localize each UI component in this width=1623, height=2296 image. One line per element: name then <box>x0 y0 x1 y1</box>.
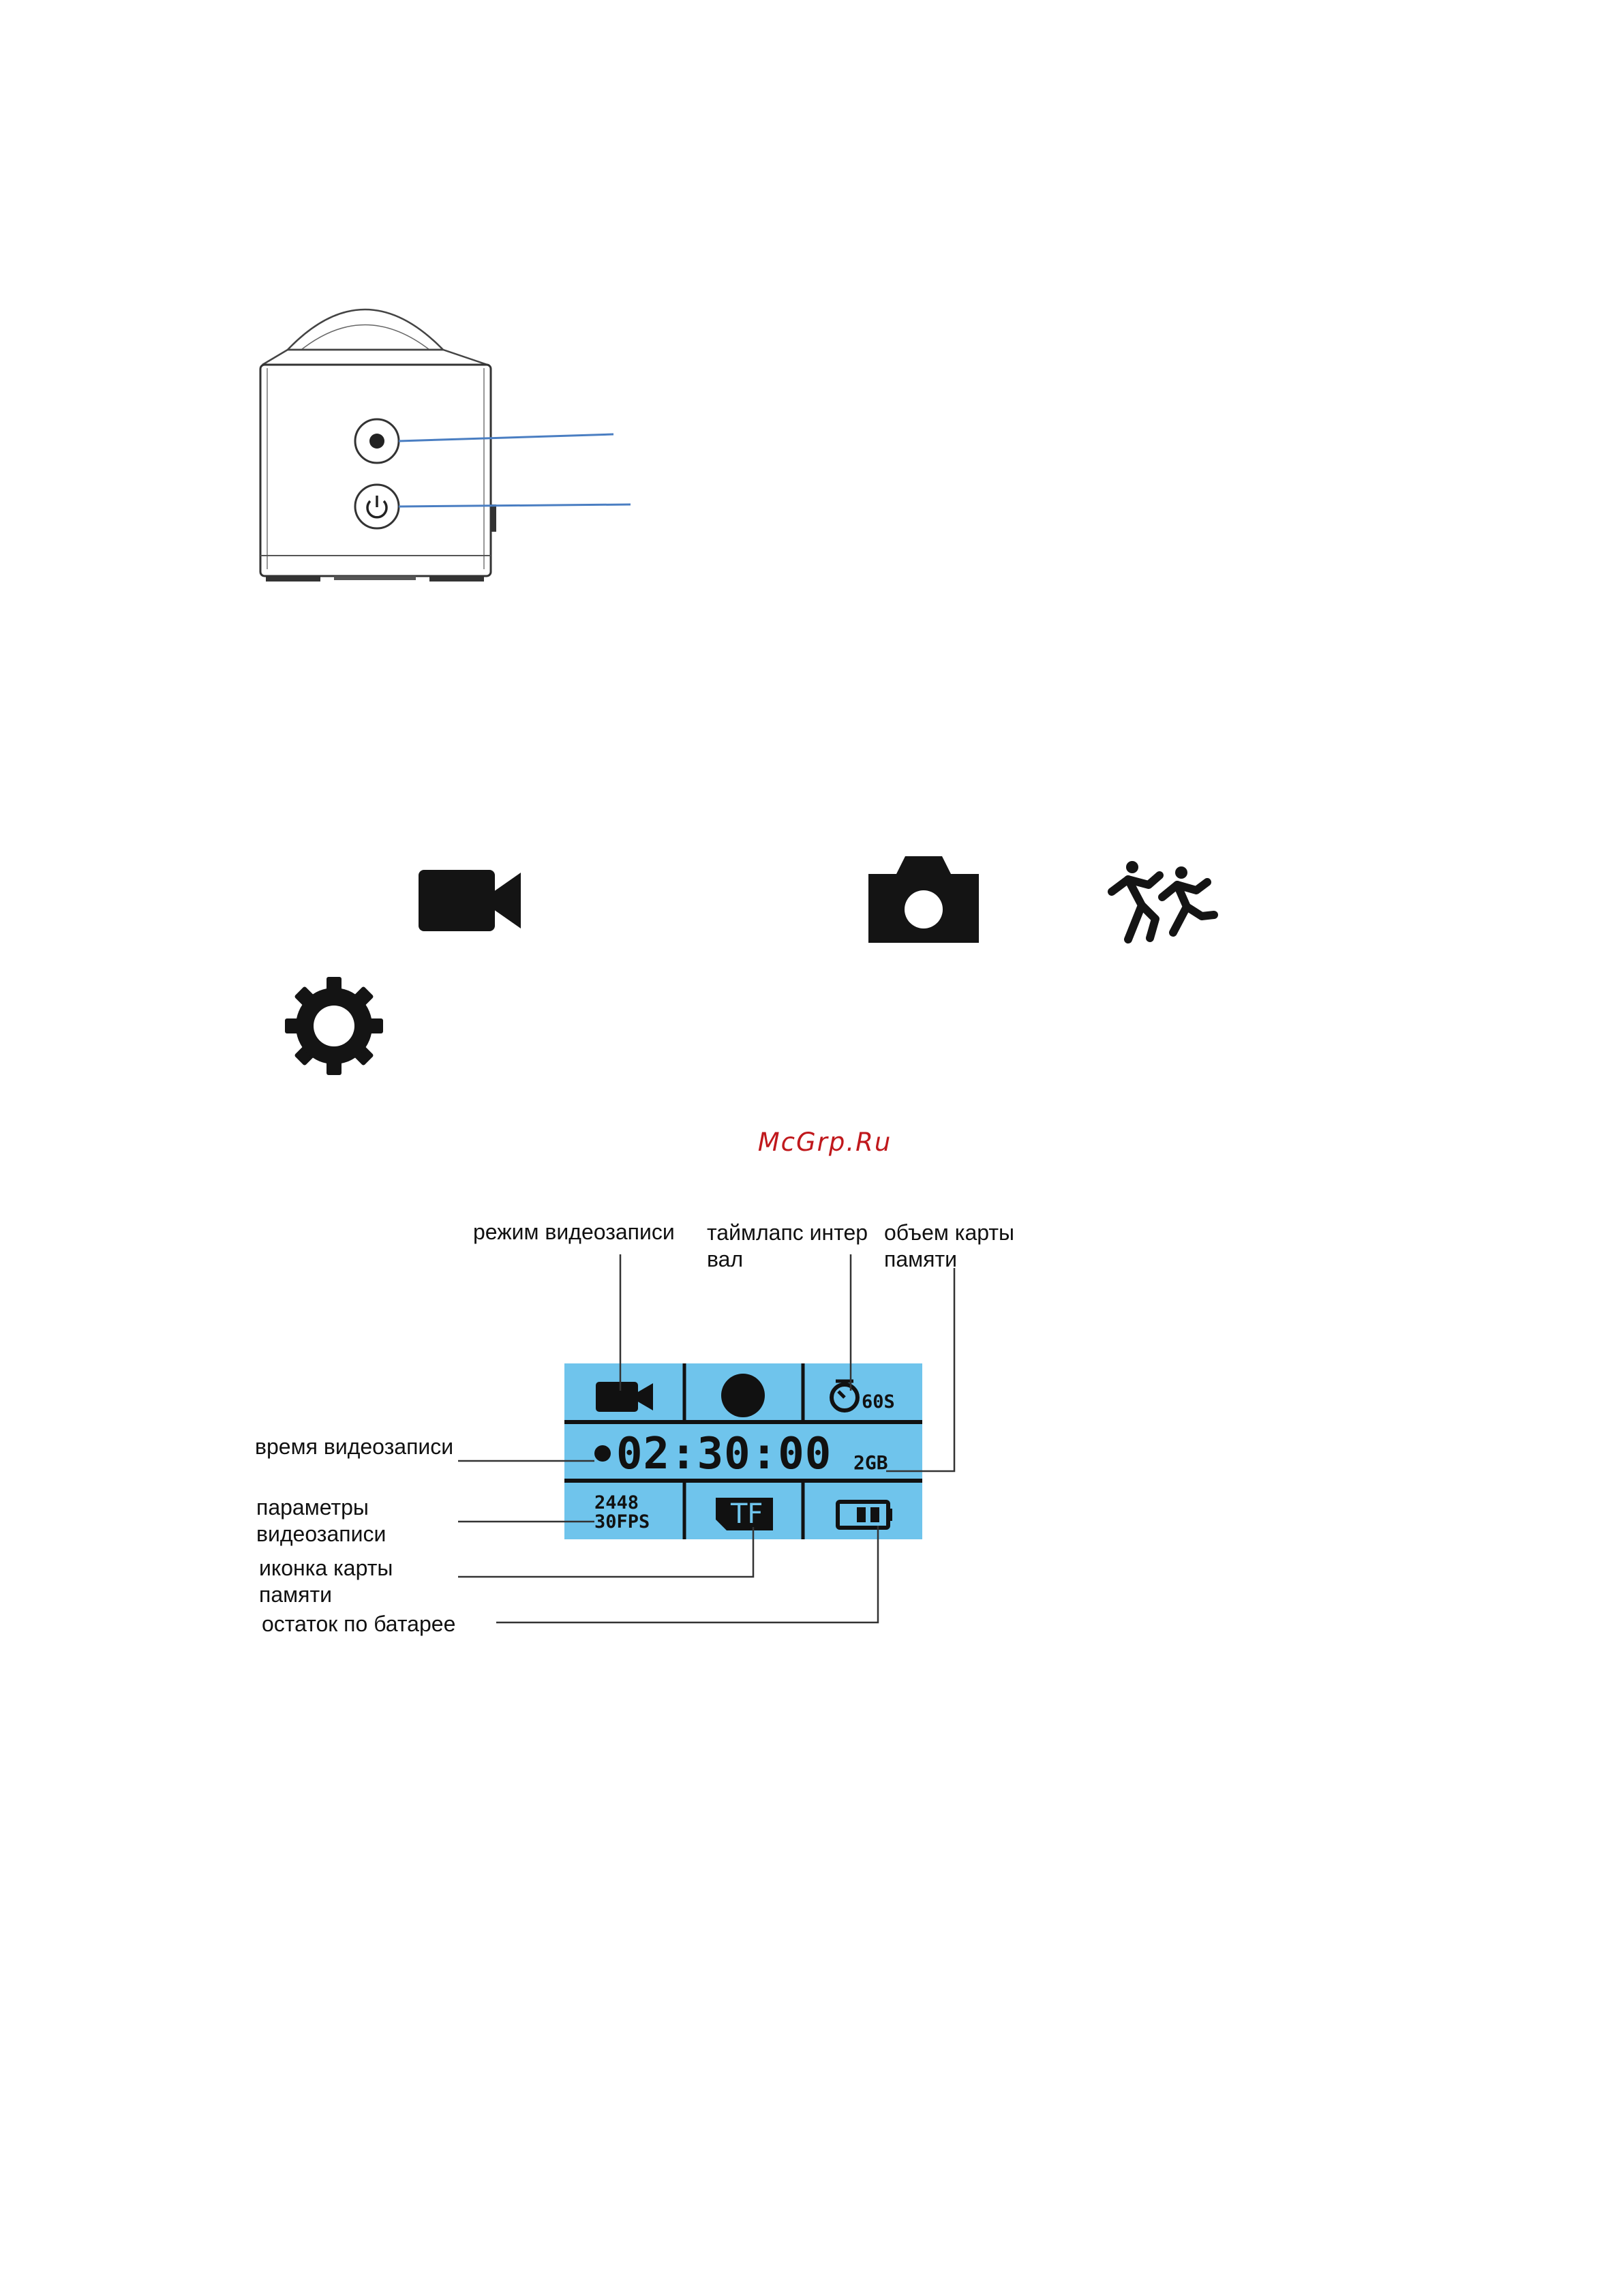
callout-card-icon-line2: памяти <box>259 1582 332 1607</box>
callout-card-icon-line1: иконка карты <box>259 1556 393 1580</box>
lcd-timelapse-interval: 60S <box>862 1391 895 1413</box>
callout-video-params-line1: параметры <box>256 1495 369 1520</box>
lcd-tf-card-label: TF <box>731 1498 763 1530</box>
lcd-card-capacity: 2GB <box>853 1451 888 1474</box>
callout-battery: остаток по батарее <box>262 1612 456 1636</box>
callout-record-time: время видеозаписи <box>255 1434 454 1459</box>
callout-card-capacity-line2: памяти <box>884 1247 957 1271</box>
callout-video-params-line2: видеозаписи <box>256 1522 386 1546</box>
callout-video-mode: режим видеозаписи <box>473 1220 675 1244</box>
callout-card-capacity-line1: объем карты <box>884 1220 1014 1245</box>
watermark: McGrp.Ru <box>757 1128 892 1157</box>
lcd-resolution: 2448 <box>594 1492 639 1513</box>
callout-timelapse-interval-line2: вал <box>707 1247 744 1271</box>
lcd-record-time: 02:30:00 <box>616 1429 832 1479</box>
callout-timelapse-interval-line1: таймлапс интер <box>707 1220 868 1245</box>
lcd-fps: 30FPS <box>594 1511 650 1532</box>
